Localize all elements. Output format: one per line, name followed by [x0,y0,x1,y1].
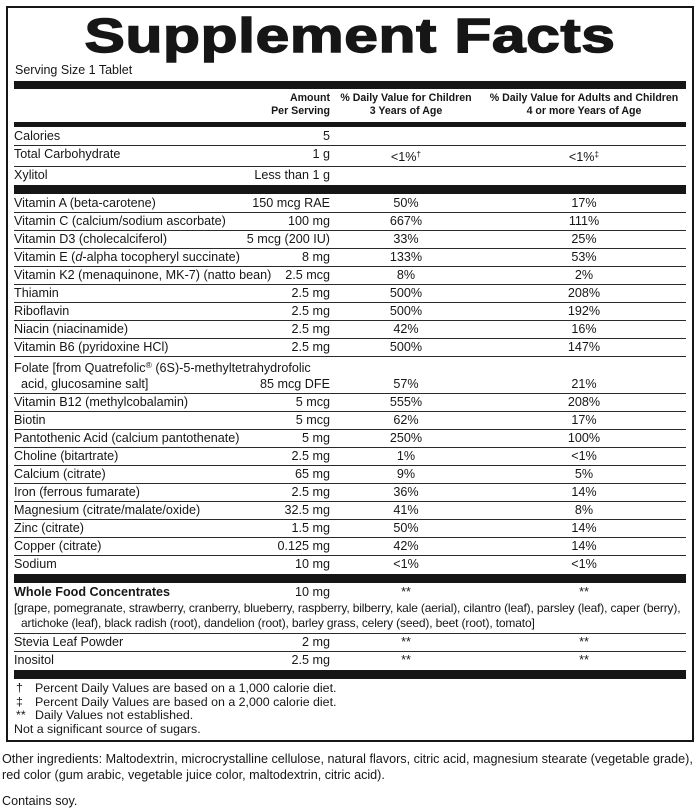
amount-cell: 0.125 mg [277,539,330,553]
other-ingredients: Other ingredients: Maltodextrin, microcrystalline cellulose, natural flavors, citric acid, magnesium stearate (vegetable grade), red color (gum arabic, vegetable juice color, maltodextrin, citric acid). [2,752,693,782]
nutrient-name-continued: acid, glucosamine salt] [21,377,149,391]
children-dv-cell: 133% [389,250,423,264]
table-row [14,146,686,167]
children-dv-cell: 50% [393,521,419,535]
amount-cell: 10 mg [294,585,330,599]
table-row [14,267,686,285]
column-headers [14,90,686,121]
amount-cell: 2.5 mg [291,449,330,463]
table-row [14,448,686,466]
table-row [14,167,686,184]
adults-dv-cell: 2% [574,268,594,282]
table-row [14,556,686,573]
footnote-text: Daily Values not established. [35,708,194,722]
table-row [14,584,686,601]
children-dv-cell: 50% [393,196,419,210]
table-row [14,634,686,652]
header-children-dv [330,92,482,118]
amount-cell: 100 mg [287,214,330,228]
adults-dv-cell: ** [579,585,589,599]
amount-cell: 10 mg [294,557,330,571]
nutrient-name: Vitamin C (calcium/sodium ascorbate) [14,214,226,228]
adults-dv-cell: 208% [567,395,601,409]
nutrient-name: Inositol [14,653,54,667]
amount-cell: 2.5 mg [291,653,330,667]
footnote [14,709,686,723]
amount-cell: Less than 1 g [254,168,330,182]
children-dv-cell: 500% [389,286,423,300]
nutrient-name: Total Carbohydrate [14,147,121,161]
nutrient-name: Copper (citrate) [14,539,102,553]
nutrient-name: Stevia Leaf Powder [14,635,124,649]
adults-dv-cell: <1% [571,449,597,463]
nutrient-name: Vitamin K2 (menaquinone, MK-7) (natto bean) [14,268,272,282]
header-amount-line2: Per Serving [271,105,330,117]
children-dv-cell: 500% [389,340,423,354]
amount-cell: 2.5 mg [291,340,330,354]
nutrient-name: Thiamin [14,286,59,300]
adults-dv-cell: 14% [571,539,597,553]
header-amount-per-serving [14,92,330,118]
children-dv-cell: ** [401,585,411,599]
nutrient-name: Vitamin E (d-alpha tocopheryl succinate) [14,250,240,264]
header-children-line1: % Daily Value for Children [340,92,472,104]
header-adults-dv [482,92,686,118]
nutrient-name: Calories [14,129,61,143]
divider-bar [14,574,686,583]
amount-cell: 65 mg [294,467,330,481]
amount-cell: 150 mcg RAE [252,196,330,210]
nutrient-name: Magnesium (citrate/malate/oxide) [14,503,201,517]
amount-cell: 5 mcg (200 IU) [246,232,330,246]
footnote-text: Percent Daily Values are based on a 2,000 calorie diet. [35,694,337,709]
table-row [14,339,686,357]
table-row [14,195,686,213]
adults-dv-cell [482,128,686,145]
amount-cell: 1 g [312,147,330,161]
amount-cell: 2.5 mg [291,322,330,336]
adults-dv-cell: ** [579,635,589,649]
footnote-text: Percent Daily Values are based on a 1,000 calorie diet. [35,681,337,695]
table-row [14,412,686,430]
adults-dv-cell: 147% [567,340,601,354]
children-dv-cell [330,128,482,145]
nutrient-name: Zinc (citrate) [14,521,84,535]
children-dv-cell: 57% [393,377,419,391]
divider-bar [14,670,686,679]
divider-bar [14,122,686,127]
amount-cell: 5 mcg [295,395,330,409]
footnote: Not a significant source of sugars. [14,721,201,736]
table-row [14,213,686,231]
table-row [14,484,686,502]
nutrient-table [14,128,686,679]
supplement-facts-panel [6,6,694,742]
children-dv-cell: <1% [393,557,419,571]
header-adults-line2: 4 or more Years of Age [526,105,642,117]
children-dv-cell: 1% [396,449,416,463]
adults-dv-cell: 16% [571,322,597,336]
amount-cell: 1.5 mg [291,521,330,535]
nutrient-name: Sodium [14,557,57,571]
adults-dv-cell: 14% [571,485,597,499]
table-row [14,502,686,520]
adults-dv-cell: 100% [567,431,601,445]
adults-dv-cell: 21% [571,377,597,391]
adults-dv-cell: 208% [567,286,601,300]
table-row-continuation [14,376,686,393]
nutrient-name: Vitamin D3 (cholecalciferol) [14,232,168,246]
children-dv-cell: 41% [393,503,419,517]
divider-bar [14,81,686,89]
table-row [14,357,686,394]
table-row [14,520,686,538]
footnote-symbol: † [16,681,23,695]
table-row [14,303,686,321]
children-dv-cell: 8% [396,268,416,282]
nutrient-name: Folate [from Quatrefolic® (6S)-5-methyltetrahydrofolic [14,360,311,375]
table-row [14,231,686,249]
table-row [14,538,686,556]
children-dv-cell: 500% [389,304,423,318]
amount-cell: 2.5 mg [291,304,330,318]
adults-dv-cell: <1% [571,557,597,571]
children-dv-cell: 62% [393,413,419,427]
footnote-symbol: ** [16,708,26,722]
table-row [14,128,686,146]
footnotes [14,682,686,736]
panel-title: Supplement Facts [84,10,616,63]
adults-dv-cell: 53% [571,250,597,264]
adults-dv-cell: 25% [571,232,597,246]
table-row [14,249,686,267]
children-dv-cell: ** [401,635,411,649]
footnote [14,696,686,710]
adults-dv-cell: <1%‡ [568,149,600,164]
nutrient-name: Iron (ferrous fumarate) [14,485,140,499]
header-amount-line1: Amount [289,92,330,104]
nutrient-name: Whole Food Concentrates [14,585,171,599]
adults-dv-cell: 14% [571,521,597,535]
nutrient-name: Niacin (niacinamide) [14,322,129,336]
header-children-line2: 3 Years of Age [369,105,443,117]
amount-cell: 5 mg [302,431,330,445]
children-dv-cell: 667% [389,214,423,228]
allergen-statement: Contains soy. [2,794,78,808]
amount-cell: 5 mcg [295,413,330,427]
adults-dv-cell: ** [579,653,589,667]
amount-cell: 2 mg [302,635,330,649]
amount-cell: 2.5 mg [291,286,330,300]
nutrient-name: Biotin [14,413,46,427]
adults-dv-cell [482,167,686,184]
amount-cell: 8 mg [302,250,330,264]
adults-dv-cell: 17% [571,413,597,427]
whole-food-source-list: [grape, pomegranate, strawberry, cranberry, blueberry, raspberry, bilberry, kale (aerial), cilantro (leaf), parsley (leaf), caper (berry), artichoke (leaf), black radish (root), dandelion (root), barley grass, celery (seed), beet (root), tomato] [14,601,686,634]
amount-cell: 5 [322,129,330,143]
amount-cell: 2.5 mg [291,485,330,499]
children-dv-cell: ** [401,653,411,667]
children-dv-cell: 42% [393,322,419,336]
children-dv-cell [330,167,482,184]
nutrient-name: Calcium (citrate) [14,467,106,481]
adults-dv-cell: 192% [567,304,601,318]
table-row [14,321,686,339]
adults-dv-cell: 17% [571,196,597,210]
nutrient-name: Xylitol [14,168,48,182]
nutrient-name: Riboflavin [14,304,70,318]
table-row [14,466,686,484]
table-row [14,430,686,448]
footnote [14,682,686,696]
nutrient-name: Vitamin A (beta-carotene) [14,196,156,210]
amount-cell: 32.5 mg [284,503,330,517]
table-row [14,652,686,669]
table-row [14,285,686,303]
header-adults-line1: % Daily Value for Adults and Children [489,92,679,104]
amount-cell: 85 mcg DFE [260,377,330,391]
nutrient-name: Choline (bitartrate) [14,449,119,463]
children-dv-cell: <1%† [390,149,422,164]
nutrient-name: Vitamin B6 (pyridoxine HCl) [14,340,169,354]
children-dv-cell: 555% [389,395,423,409]
children-dv-cell: 9% [396,467,416,481]
adults-dv-cell: 111% [568,214,600,228]
nutrient-name: Vitamin B12 (methylcobalamin) [14,395,189,409]
footnote-symbol: ‡ [16,694,23,709]
children-dv-cell: 33% [393,232,419,246]
children-dv-cell: 36% [393,485,419,499]
divider-bar [14,185,686,194]
amount-cell: 2.5 mcg [285,268,330,282]
adults-dv-cell: 8% [574,503,594,517]
adults-dv-cell: 5% [574,467,594,481]
children-dv-cell: 250% [389,431,423,445]
serving-size: Serving Size 1 Tablet [15,63,133,77]
table-row [14,394,686,412]
children-dv-cell: 42% [393,539,419,553]
nutrient-name: Pantothenic Acid (calcium pantothenate) [14,431,240,445]
